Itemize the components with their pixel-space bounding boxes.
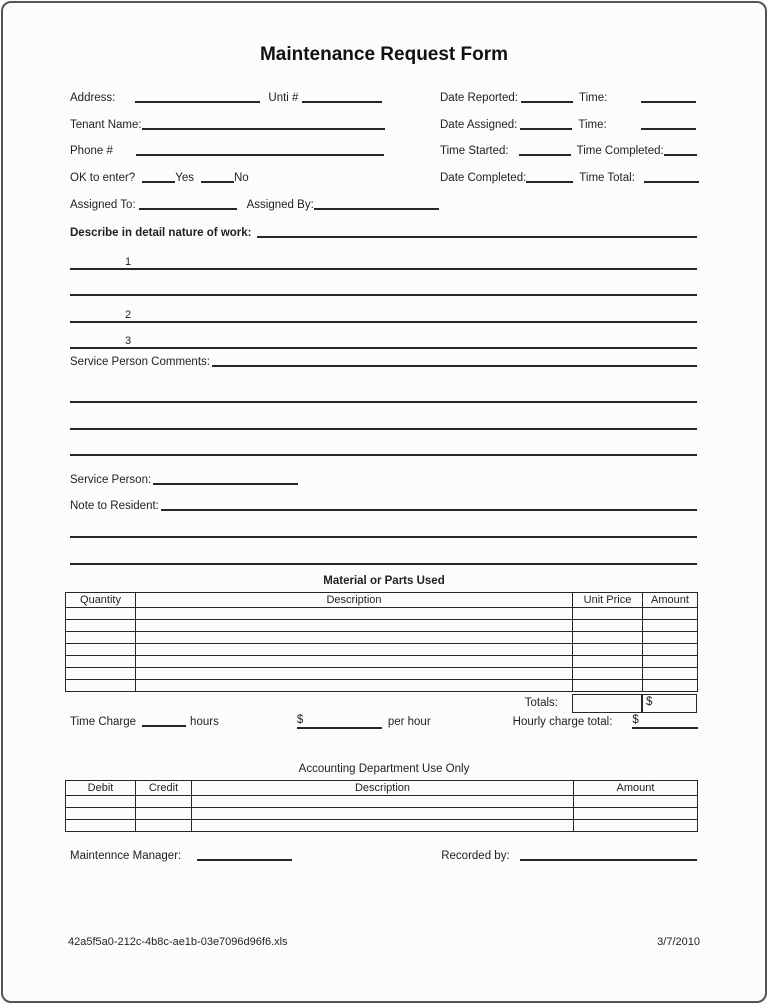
materials-empty-row [66, 668, 698, 680]
time-total-line [644, 181, 699, 183]
materials-header-unit-price: Unit Price [573, 593, 643, 608]
hourly-total-currency: $ [632, 714, 639, 726]
time-completed-label: Time Completed: [576, 145, 664, 157]
work-line-2 [70, 305, 697, 323]
accounting-empty-row [66, 820, 698, 832]
time-assigned-label: Time: [578, 119, 607, 131]
work-line-2-number: 2 [125, 309, 132, 321]
date-reported-line [521, 101, 573, 103]
page-title: Maintenance Request Form [259, 44, 509, 65]
date-reported-label: Date Reported: [440, 92, 518, 104]
materials-header-amount: Amount [643, 593, 698, 608]
tenant-name-label: Tenant Name: [70, 119, 142, 131]
no-label: No [233, 172, 249, 184]
note-blank-line [70, 563, 697, 565]
note-blank-line [70, 536, 697, 538]
describe-work-label: Describe in detail nature of work: [70, 227, 252, 239]
accounting-header-debit: Debit [66, 781, 136, 796]
address-row [70, 88, 390, 105]
materials-header-row [66, 593, 698, 608]
materials-totals-row [65, 695, 697, 713]
address-label: Address: [70, 92, 116, 104]
date-assigned-label: Date Assigned: [440, 119, 518, 131]
yes-line [142, 181, 175, 183]
recorded-by-label: Recorded by: [441, 850, 510, 862]
accounting-empty-row [66, 808, 698, 820]
accounting-heading: Accounting Department Use Only [298, 763, 470, 775]
unit-label: Unti # [268, 92, 299, 104]
tenant-name-line [142, 128, 385, 130]
date-completed-row [440, 168, 697, 185]
rate-currency: $ [296, 714, 304, 726]
time-charge-row [70, 712, 710, 729]
assigned-row [70, 195, 450, 212]
materials-empty-row [66, 644, 698, 656]
ok-to-enter-label: OK to enter? [70, 172, 136, 184]
hourly-total-line [632, 714, 698, 729]
yes-label: Yes [175, 172, 194, 184]
assigned-to-label: Assigned To: [70, 199, 136, 211]
time-started-line [519, 154, 571, 156]
time-reported-line [641, 101, 696, 103]
assigned-by-label: Assigned By: [246, 199, 314, 211]
no-line [201, 181, 234, 183]
materials-heading: Material or Parts Used [323, 575, 445, 587]
date-completed-label: Date Completed: [440, 172, 527, 184]
hours-label: hours [190, 716, 219, 728]
service-comments-row [70, 352, 697, 369]
signatures-row [70, 846, 697, 863]
assigned-to-line [139, 208, 237, 210]
time-charge-label: Time Charge [70, 716, 137, 728]
date-assigned-line [520, 128, 572, 130]
totals-label: Totals: [524, 697, 558, 709]
service-person-label: Service Person: [70, 474, 152, 486]
totals-unit-price-cell [572, 694, 642, 714]
work-line-3-number: 3 [125, 335, 132, 347]
time-started-label: Time Started: [440, 145, 509, 157]
time-assigned-line [641, 128, 696, 130]
date-completed-line [526, 181, 573, 183]
phone-line [136, 154, 384, 156]
unit-line [302, 101, 382, 103]
work-line-1b [70, 278, 697, 296]
materials-empty-row [66, 680, 698, 692]
service-comments-label: Service Person Comments: [70, 356, 210, 368]
hourly-total-label: Hourly charge total: [512, 716, 613, 728]
assigned-by-line [314, 208, 439, 210]
materials-empty-row [66, 620, 698, 632]
work-line-1-number: 1 [125, 256, 132, 268]
accounting-header-amount: Amount [574, 781, 698, 796]
work-line-3 [70, 331, 697, 349]
note-to-resident-row [70, 496, 697, 513]
time-reported-label: Time: [579, 92, 608, 104]
accounting-table [65, 780, 698, 832]
phone-row [70, 141, 390, 158]
time-completed-line [664, 154, 697, 156]
accounting-empty-row [66, 796, 698, 808]
phone-label: Phone # [70, 145, 113, 157]
materials-table [65, 592, 698, 692]
note-to-resident-label: Note to Resident: [70, 500, 159, 512]
page-footer [68, 936, 700, 948]
address-line [135, 101, 260, 103]
comments-blank-line [70, 454, 697, 456]
describe-work-line [257, 236, 697, 238]
accounting-header-row [66, 781, 698, 796]
totals-amount-cell: $ [642, 694, 697, 714]
tenant-row [70, 115, 390, 132]
service-person-line [153, 483, 298, 485]
footer-filename: 42a5f5a0-212c-4b8c-ae1b-03e7096d96f6.xls [68, 936, 288, 948]
recorded-by-line [520, 859, 697, 861]
maintenance-manager-line [197, 859, 292, 861]
time-charge-line [142, 725, 186, 727]
work-line-1 [70, 252, 697, 270]
materials-empty-row [66, 632, 698, 644]
accounting-header-credit: Credit [136, 781, 192, 796]
materials-empty-row [66, 656, 698, 668]
accounting-header-description: Description [192, 781, 574, 796]
footer-date: 3/7/2010 [657, 936, 700, 948]
materials-header-quantity: Quantity [66, 593, 136, 608]
rate-line [297, 714, 382, 729]
service-comments-line [212, 365, 697, 367]
maintenance-manager-label: Maintennce Manager: [70, 850, 182, 862]
date-reported-row [440, 88, 697, 105]
describe-work-row [70, 223, 697, 240]
ok-to-enter-row [70, 168, 390, 185]
time-started-row [440, 141, 697, 158]
comments-blank-line [70, 401, 697, 403]
per-hour-label: per hour [387, 716, 431, 728]
time-total-label: Time Total: [579, 172, 635, 184]
note-to-resident-line [161, 509, 697, 511]
comments-blank-line [70, 428, 697, 430]
materials-header-description: Description [136, 593, 573, 608]
date-assigned-row [440, 115, 697, 132]
service-person-row [70, 470, 300, 487]
materials-empty-row [66, 608, 698, 620]
